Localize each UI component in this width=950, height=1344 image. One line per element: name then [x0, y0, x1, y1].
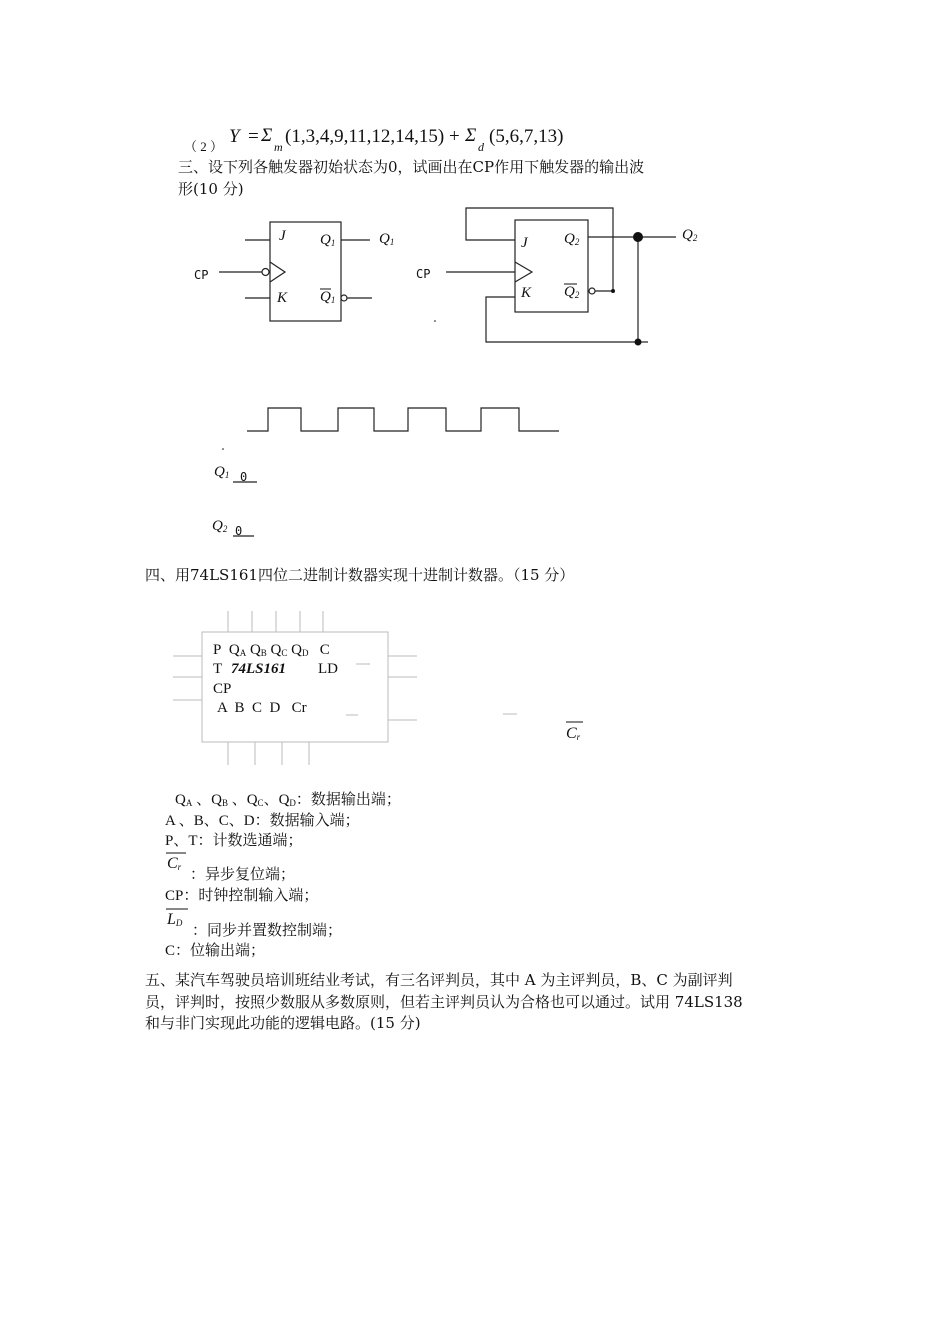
chip-pin-qa: $Q_A$ [228, 642, 247, 658]
ff2-junction-small [635, 339, 642, 346]
legend-cr-symbol: $C_r$ [167, 855, 182, 872]
ff1-q-label: $Q_1$ [320, 232, 336, 248]
legend-line-7: C：位输出端； [165, 943, 266, 959]
ff2-j-label: J [521, 235, 528, 251]
chip-pin-cp: CP [213, 681, 232, 697]
ff2-k-feedback-wire [486, 297, 638, 342]
chip-pin-qc: $Q_C$ [270, 642, 288, 658]
ff2-q-label: $Q_2$ [564, 231, 580, 247]
formula-y: Y [229, 126, 240, 147]
ff1-output-label: $Q_1$ [379, 231, 395, 247]
formula-sub-d: d [478, 140, 484, 154]
ff2-junction-large [633, 232, 643, 242]
chip-pin-qb: $Q_B$ [249, 642, 267, 658]
ff1-qbar-bubble [341, 295, 347, 301]
ff2-k-label: K [521, 285, 532, 301]
section-4-title: 四、用74LS161四位二进制计数器实现十进制计数器。（15 分） [145, 566, 575, 584]
chip-pin-p: P [213, 642, 222, 658]
ff2-clock-triangle [515, 262, 532, 282]
ff1-clock-bubble [262, 269, 269, 276]
ff2-junction-tiny [611, 289, 615, 293]
legend-line-6: ：同步并置数控制端； [192, 923, 343, 939]
formula-plus: + [449, 126, 460, 147]
formula-dontcare: (5,6,7,13) [489, 126, 564, 147]
section-5-line-2: 员，评判时，按照少数服从多数原则，但若主评判员认为合格也可以通过。试用 74LS138 [145, 993, 743, 1011]
legend-line-1: $Q_A$ 、$Q_B$ 、$Q_C$、$Q_D$：数据输出端； [175, 792, 401, 808]
stray-dot-1 [434, 320, 436, 322]
cr-symbol: $C_r$ [566, 725, 581, 742]
ff2-qbar-bubble [589, 288, 595, 294]
legend-line-3: P、T：计数选通端； [165, 833, 303, 849]
legend-line-4: ：异步复位端； [190, 867, 296, 883]
formula-sigma-m: Σ [261, 125, 273, 146]
cp-waveform [247, 408, 559, 431]
section-3-line-2: 形(10 分) [178, 180, 244, 198]
ff1-clock-triangle [270, 262, 285, 282]
section-3-line-1: 三、设下列各触发器初始状态为0，试画出在CP作用下触发器的输出波 [178, 158, 645, 176]
section-5-line-3: 和与非门实现此功能的逻辑电路。(15 分) [145, 1014, 421, 1032]
question-2-number: （ 2 ） [184, 139, 224, 154]
ff1-k-label: K [277, 290, 288, 306]
chip-pin-c: C [319, 642, 330, 658]
formula-sub-m: m [274, 140, 283, 154]
legend-line-2: A 、B、C、D：数据输入端； [165, 813, 360, 829]
stray-dot-2 [222, 448, 224, 450]
chip-pin-ld: LD [318, 661, 338, 677]
ff1-qbar-label: $Q_1$ [320, 289, 336, 305]
formula-sigma-d: Σ [465, 125, 477, 146]
q2-wave-label: $Q_2$ [212, 518, 228, 534]
formula-equals: = [248, 126, 259, 147]
legend-ld-symbol: $L_D$ [167, 911, 183, 928]
q2-initial-value: 0 [235, 524, 243, 538]
ff1-cp-label: CP [194, 268, 209, 282]
q1-wave-label: $Q_1$ [214, 464, 230, 480]
ff2-qbar-label: $Q_2$ [564, 284, 580, 300]
ff1-j-label: J [279, 228, 286, 244]
chip-row-4: A B C D Cr [217, 700, 307, 716]
chip-pin-qd: $Q_D$ [291, 642, 309, 658]
formula-minterms: (1,3,4,9,11,12,14,15) [285, 126, 445, 147]
section-5-line-1: 五、某汽车驾驶员培训班结业考试，有三名评判员，其中 A 为主评判员，B、C 为副评判 [145, 971, 733, 989]
q1-initial-value: 0 [240, 470, 248, 484]
legend-line-5: CP：时钟控制输入端； [165, 888, 319, 904]
ff2-output-label: $Q_2$ [682, 227, 698, 243]
chip-name: 74LS161 [231, 661, 287, 677]
ff2-cp-label: CP [416, 267, 431, 281]
chip-pin-t: T [213, 661, 223, 677]
